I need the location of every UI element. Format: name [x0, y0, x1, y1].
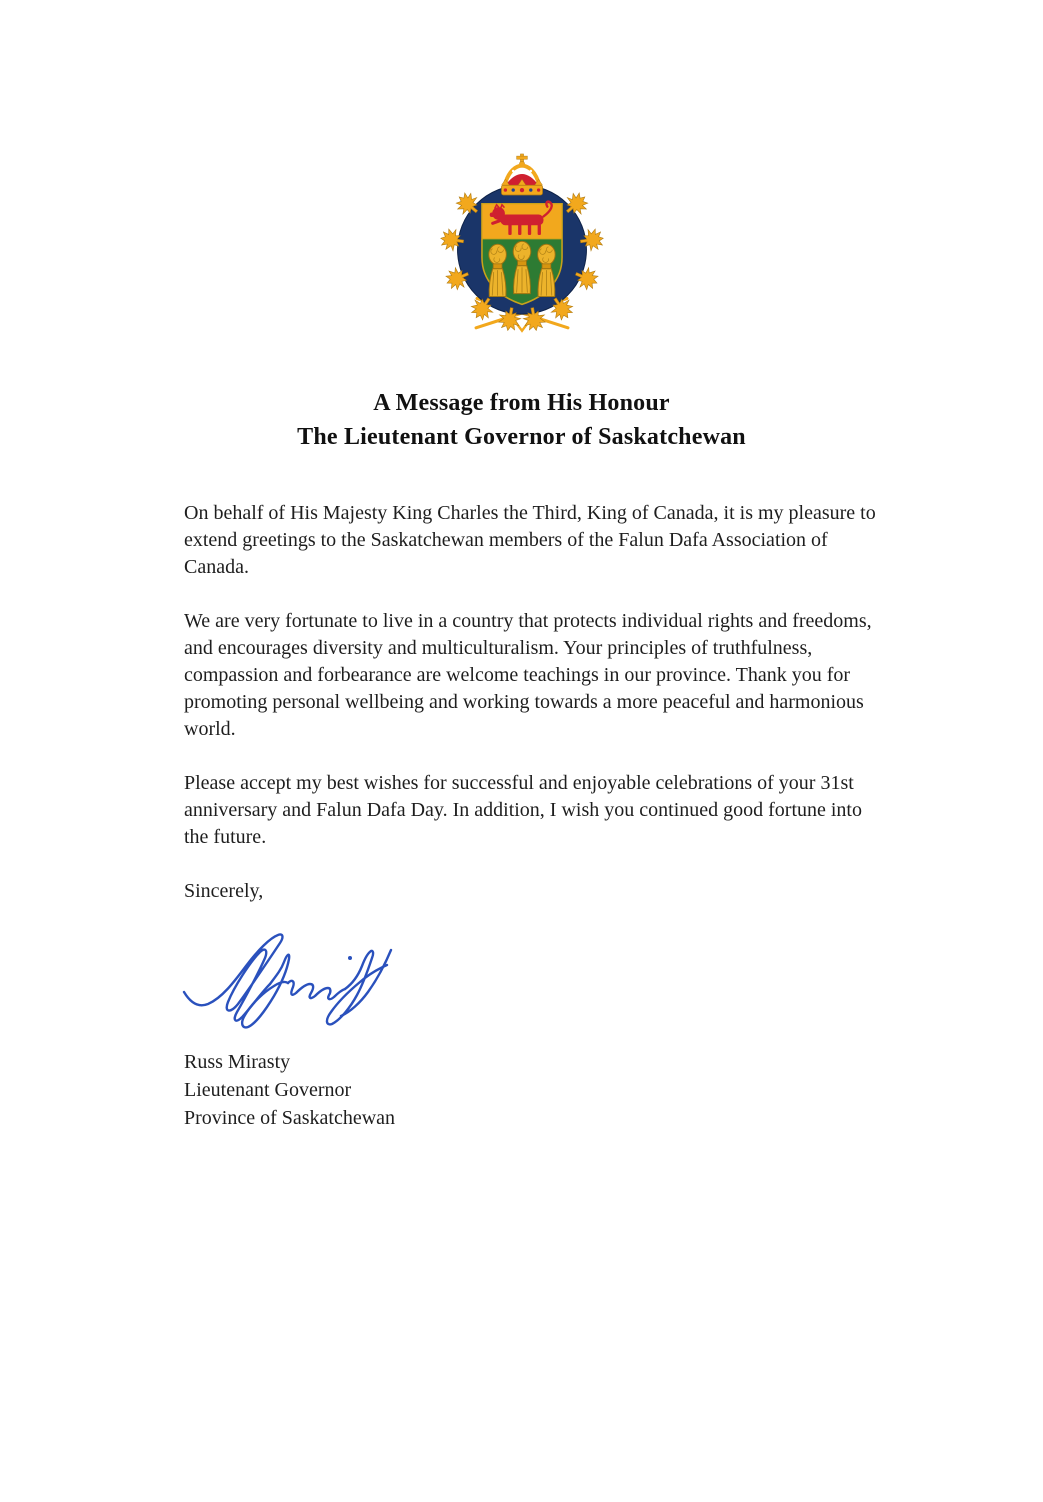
- saskatchewan-shield: [481, 202, 561, 305]
- handwritten-signature: [182, 932, 399, 1032]
- paragraph-greeting: On behalf of His Majesty King Charles the Third, King of Canada, it is my pleasure to extend greetings to the Saskatchewan members of the Falun Dafa Association of Canada.: [184, 501, 876, 578]
- lieutenant-governor-crest: [438, 152, 606, 345]
- letter-page: [0, 152, 1043, 1132]
- royal-crown-icon: [501, 154, 542, 195]
- letter-body: [184, 500, 876, 1132]
- title-line-2: The Lieutenant Governor of Saskatchewan: [297, 423, 746, 450]
- title-line-1: A Message from His Honour: [373, 389, 670, 416]
- signature-block: [184, 1048, 876, 1132]
- signatory-organization: Province of Saskatchewan: [184, 1106, 396, 1129]
- paragraph-message: We are very fortunate to live in a country that protects individual rights and freedoms, and encourages diversity and multiculturalism. Your principles of truthfulness, compassion and forbearance are welcome teachings in our province. Thank you for promoting personal wellbeing and working towards a more peaceful and harmonious world.: [184, 609, 872, 740]
- signature-i-dot: [348, 956, 352, 960]
- paragraph-wishes: Please accept my best wishes for successful and enjoyable celebrations of your 31st anniversary and Falun Dafa Day. In addition, I wish you continued good fortune into the future.: [184, 771, 862, 848]
- signatory-title: Lieutenant Governor: [184, 1078, 352, 1101]
- wheat-sheaves: [488, 241, 554, 296]
- saskatchewan-lg-badge-icon: [438, 152, 606, 340]
- closing-salutation: Sincerely,: [184, 879, 264, 902]
- signatory-name: Russ Mirasty: [184, 1050, 291, 1073]
- letter-title: [0, 386, 1043, 454]
